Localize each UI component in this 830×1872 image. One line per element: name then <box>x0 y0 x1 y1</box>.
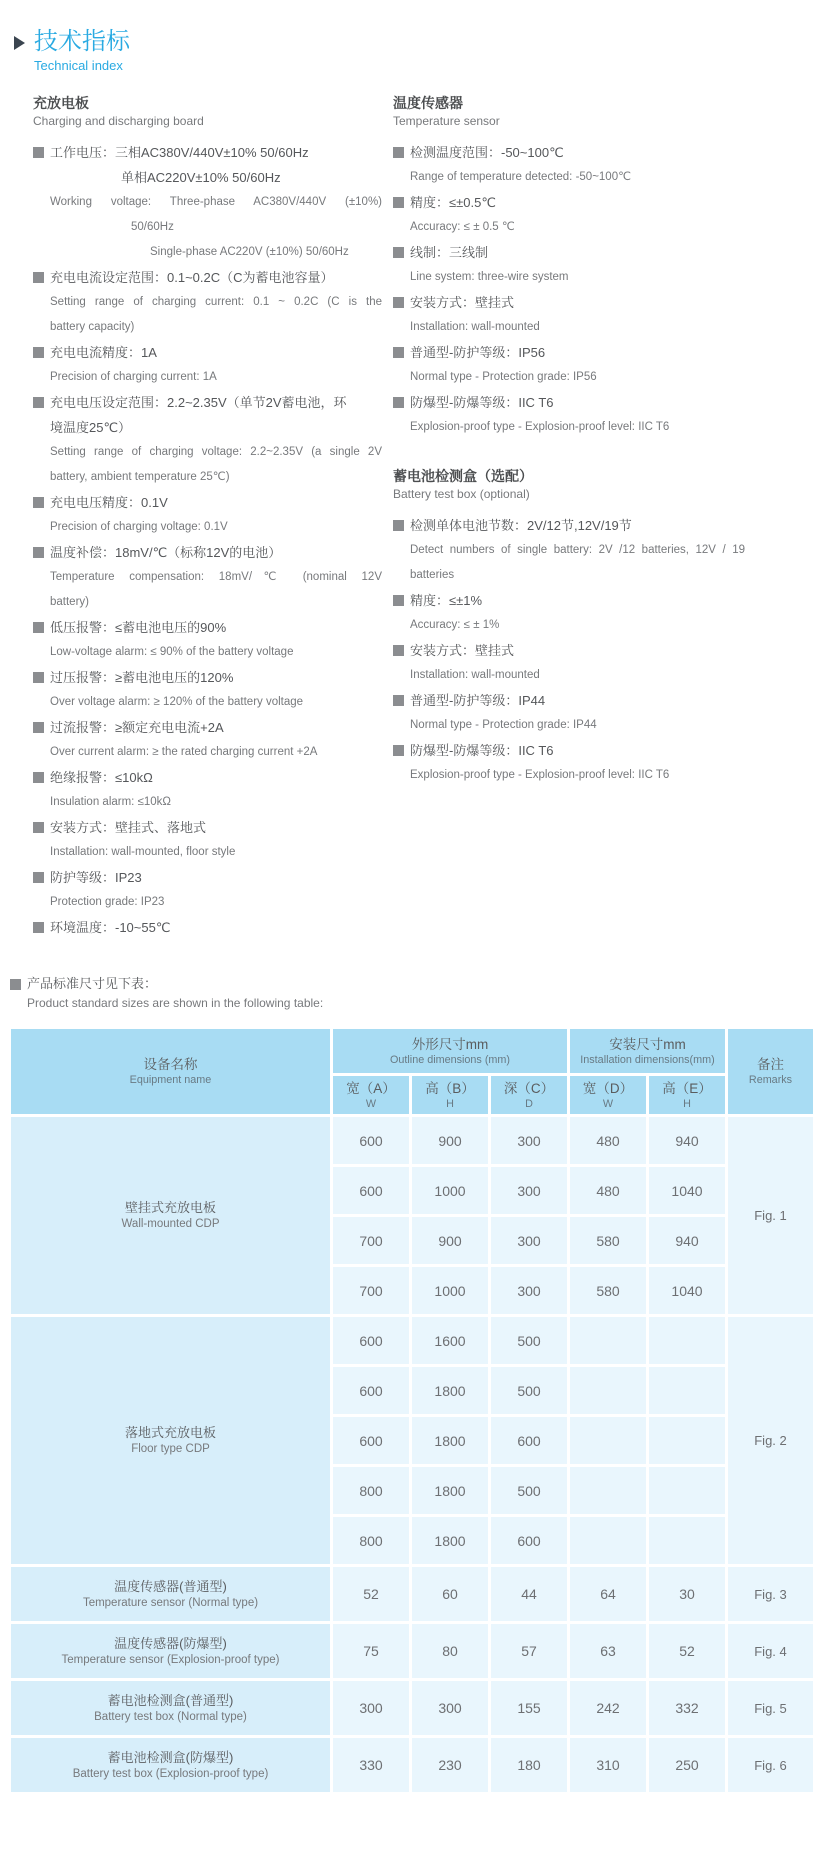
subcol-en: H <box>446 1097 454 1110</box>
size-value-cell: 940 <box>649 1217 725 1264</box>
spec-line-text: 温度补偿：18mV/℃（标称12V的电池） <box>50 545 282 560</box>
equipment-name-cn: 壁挂式充放电板 <box>124 1200 216 1215</box>
spec-line-en: Line system: three-wire system <box>410 271 569 283</box>
size-value-cell: 60 <box>412 1567 488 1621</box>
size-value-cell: 80 <box>412 1624 488 1678</box>
size-value-cell: 300 <box>333 1681 409 1735</box>
equipment-name-cn: 落地式充放电板 <box>124 1425 216 1440</box>
spec-line-en: Insulation alarm: ≤10kΩ <box>50 796 172 808</box>
spec-list-charging-board <box>33 140 382 940</box>
size-value-cell <box>570 1467 646 1514</box>
spec-line-cn <box>393 688 745 713</box>
spec-line-text: 安装方式：壁挂式、落地式 <box>50 820 207 835</box>
size-value-cell <box>649 1517 725 1564</box>
size-value-cell: 75 <box>333 1624 409 1678</box>
spec-line-text: 安装方式：壁挂式 <box>410 295 515 310</box>
size-value-cell: 600 <box>333 1317 409 1364</box>
section-heading-cn: 充放电板 <box>33 95 89 111</box>
bullet-square-icon <box>393 595 404 606</box>
size-value-cell: 180 <box>491 1738 567 1792</box>
spec-line-en: batteries <box>410 569 455 581</box>
equipment-name-cell <box>11 1738 330 1792</box>
table-row <box>11 1738 813 1792</box>
size-value-cell: 700 <box>333 1267 409 1314</box>
spec-line-cn <box>393 588 745 613</box>
page-header <box>14 28 830 74</box>
size-value-cell <box>649 1367 725 1414</box>
spec-list-temperature-sensor <box>393 140 745 440</box>
size-value-cell: 1600 <box>412 1317 488 1364</box>
spec-line-en: Installation: wall-mounted <box>410 321 540 333</box>
remark-cell: Fig. 1 <box>728 1117 813 1314</box>
spec-line-en: Over current alarm: ≥ the rated charging current +2A <box>50 746 318 758</box>
size-value-cell: 300 <box>491 1217 567 1264</box>
spec-line-en: Explosion-proof type - Explosion-proof level: IIC T6 <box>410 769 670 781</box>
bullet-square-icon <box>393 645 404 656</box>
size-value-cell: 900 <box>412 1117 488 1164</box>
bullet-square-icon <box>393 297 404 308</box>
spec-line-text: 过压报警：≥蓄电池电压的120% <box>50 670 234 685</box>
size-value-cell: 600 <box>491 1417 567 1464</box>
bullet-square-icon <box>33 272 44 283</box>
bullet-square-icon <box>33 822 44 833</box>
col-header-height-e <box>649 1076 725 1114</box>
spec-line-cn <box>33 140 382 165</box>
size-value-cell: 600 <box>333 1117 409 1164</box>
bullet-square-icon <box>393 147 404 158</box>
spec-line-text: 安装方式：壁挂式 <box>410 643 515 658</box>
section-heading-battery-test-box <box>393 467 745 502</box>
bullet-square-icon <box>33 672 44 683</box>
bullet-square-icon <box>10 979 21 990</box>
spec-line-text: 普通型-防护等级：IP56 <box>410 345 546 360</box>
spec-line-en: Detect numbers of single battery: 2V /12 batteries, 12V / 19 <box>410 544 745 556</box>
size-value-cell: 1800 <box>412 1417 488 1464</box>
size-value-cell: 230 <box>412 1738 488 1792</box>
size-value-cell <box>649 1317 725 1364</box>
size-value-cell <box>649 1417 725 1464</box>
spec-line-text: 环境温度：-10~55℃ <box>50 920 171 935</box>
spec-line-cn <box>33 265 382 290</box>
spec-line-text: 充电电压精度：0.1V <box>50 495 168 510</box>
size-value-cell: 64 <box>570 1567 646 1621</box>
spec-line-en: Over voltage alarm: ≥ 120% of the battery voltage <box>50 696 304 708</box>
equipment-name-en: Temperature sensor (Explosion-proof type) <box>61 1653 280 1666</box>
size-value-cell: 1800 <box>412 1467 488 1514</box>
size-value-cell: 500 <box>491 1317 567 1364</box>
size-value-cell <box>570 1417 646 1464</box>
spec-columns <box>33 94 830 940</box>
remark-cell: Fig. 6 <box>728 1738 813 1792</box>
spec-line-cn <box>393 190 745 215</box>
bullet-square-icon <box>393 520 404 531</box>
subcol-en: W <box>602 1097 614 1110</box>
size-value-cell <box>570 1517 646 1564</box>
col-header-width-d <box>570 1076 646 1114</box>
spec-line-text: 精度：≤±0.5℃ <box>410 195 496 210</box>
spec-line-cn <box>393 638 745 663</box>
col-header-installation-en: Installation dimensions(mm) <box>580 1053 715 1066</box>
bullet-square-icon <box>33 547 44 558</box>
size-value-cell: 800 <box>333 1467 409 1514</box>
subcol-en: H <box>683 1097 691 1110</box>
equipment-name-cell <box>11 1681 330 1735</box>
spec-line-en: Range of temperature detected: -50~100℃ <box>410 171 632 183</box>
size-value-cell: 63 <box>570 1624 646 1678</box>
equipment-name-en: Temperature sensor (Normal type) <box>82 1596 259 1609</box>
spec-line-cn <box>33 665 382 690</box>
equipment-name-en: Floor type CDP <box>131 1443 210 1455</box>
section-heading-en: Temperature sensor <box>393 114 500 128</box>
spec-line-en: Explosion-proof type - Explosion-proof level: IIC T6 <box>410 421 670 433</box>
spec-line-en: Working voltage: Three-phase AC380V/440V (±10%) <box>50 196 382 208</box>
spec-line-en: Installation: wall-mounted <box>410 669 540 681</box>
spec-line-cn <box>33 765 382 790</box>
subcol-en: D <box>525 1097 533 1110</box>
spec-line-text: 防护等级：IP23 <box>50 870 142 885</box>
spec-line-text: 检测单体电池节数：2V/12节,12V/19节 <box>410 518 632 533</box>
spec-line-text: 过流报警：≥额定充电电流+2A <box>50 720 224 735</box>
size-value-cell: 300 <box>412 1681 488 1735</box>
size-value-cell: 250 <box>649 1738 725 1792</box>
size-value-cell: 330 <box>333 1738 409 1792</box>
spec-line-cn <box>33 865 382 890</box>
spec-line-en: 50/60Hz <box>131 221 174 233</box>
size-value-cell: 900 <box>412 1217 488 1264</box>
section-heading-en: Charging and discharging board <box>33 114 204 128</box>
page-subtitle: Technical index <box>34 58 123 73</box>
size-value-cell <box>570 1367 646 1414</box>
spec-line-text: 防爆型-防爆等级：IIC T6 <box>410 395 554 410</box>
spec-line-cn <box>33 340 382 365</box>
equipment-name-cell <box>11 1567 330 1621</box>
remark-cell: Fig. 5 <box>728 1681 813 1735</box>
col-header-equipment <box>11 1029 330 1114</box>
size-value-cell: 52 <box>333 1567 409 1621</box>
spec-line-text: 绝缘报警：≤10kΩ <box>50 770 153 785</box>
bullet-square-icon <box>33 397 44 408</box>
subcol-cn: 宽（D） <box>582 1080 634 1096</box>
spec-line-en: Single-phase AC220V (±10%) 50/60Hz <box>150 246 349 258</box>
size-value-cell: 500 <box>491 1467 567 1514</box>
spec-line-text: 充电电流精度：1A <box>50 345 157 360</box>
bullet-square-icon <box>33 147 44 158</box>
bullet-square-icon <box>393 745 404 756</box>
section-heading-temperature-sensor <box>393 94 745 129</box>
col-header-installation-cn: 安装尺寸mm <box>609 1036 686 1052</box>
spec-line-text: 检测温度范围：-50~100℃ <box>410 145 564 160</box>
col-header-width-a <box>333 1076 409 1114</box>
size-value-cell: 500 <box>491 1367 567 1414</box>
size-value-cell: 800 <box>333 1517 409 1564</box>
size-value-cell: 52 <box>649 1624 725 1678</box>
spec-line-cn <box>33 390 382 415</box>
spec-line-en: Temperature compensation: 18mV/℃ (nominal 12V <box>50 571 382 583</box>
spec-line-en: Precision of charging current: 1A <box>50 371 217 383</box>
section-heading-cn: 温度传感器 <box>393 95 463 111</box>
spec-line-cn: 境温度25℃） <box>50 420 132 435</box>
section-battery-test-box <box>393 467 745 788</box>
page-title: 技术指标 <box>34 28 130 55</box>
spec-line-en: Low-voltage alarm: ≤ 90% of the battery voltage <box>50 646 294 658</box>
bullet-square-icon <box>393 247 404 258</box>
size-value-cell: 480 <box>570 1117 646 1164</box>
col-header-installation <box>570 1029 725 1073</box>
table-header-row-1 <box>11 1029 813 1073</box>
size-value-cell: 940 <box>649 1117 725 1164</box>
size-value-cell: 700 <box>333 1217 409 1264</box>
spec-line-text: 防爆型-防爆等级：IIC T6 <box>410 743 554 758</box>
section-charging-board <box>33 94 382 940</box>
col-header-depth-c <box>491 1076 567 1114</box>
column-sensors <box>393 94 745 940</box>
equipment-name-cn: 温度传感器(防爆型) <box>114 1635 227 1651</box>
size-value-cell: 57 <box>491 1624 567 1678</box>
section-arrow-icon <box>14 36 25 50</box>
size-value-cell: 30 <box>649 1567 725 1621</box>
section-temperature-sensor <box>393 94 745 440</box>
table-row <box>11 1117 813 1164</box>
subcol-cn: 深（C） <box>503 1080 555 1096</box>
spec-line-text: 精度：≤±1% <box>410 593 483 608</box>
spec-line-en: Precision of charging voltage: 0.1V <box>50 521 228 533</box>
bullet-square-icon <box>33 722 44 733</box>
size-table <box>8 1026 816 1795</box>
equipment-name-cn: 温度传感器(普通型) <box>114 1578 227 1594</box>
spec-list-battery-test-box <box>393 513 745 788</box>
bullet-square-icon <box>393 695 404 706</box>
col-header-remarks-en: Remarks <box>748 1074 793 1086</box>
size-value-cell: 600 <box>333 1167 409 1214</box>
subcol-en: W <box>365 1097 377 1110</box>
remark-cell: Fig. 4 <box>728 1624 813 1678</box>
spec-line-text: 线制：三线制 <box>410 245 489 260</box>
bullet-square-icon <box>33 772 44 783</box>
table-note <box>10 974 830 1013</box>
size-value-cell <box>649 1467 725 1514</box>
size-value-cell <box>570 1317 646 1364</box>
col-header-equipment-en: Equipment name <box>129 1074 212 1086</box>
spec-line-cn <box>393 738 745 763</box>
bullet-square-icon <box>33 922 44 933</box>
col-header-height-b <box>412 1076 488 1114</box>
subcol-cn: 宽（A） <box>346 1080 396 1096</box>
spec-line-text: 低压报警：≤蓄电池电压的90% <box>50 620 227 635</box>
table-row <box>11 1567 813 1621</box>
spec-line-cn <box>33 615 382 640</box>
bullet-square-icon <box>33 497 44 508</box>
size-value-cell: 480 <box>570 1167 646 1214</box>
equipment-name-cn: 蓄电池检测盒(防爆型) <box>107 1749 234 1765</box>
spec-line-cn <box>393 390 745 415</box>
table-row <box>11 1317 813 1364</box>
spec-line-cn <box>33 915 382 940</box>
size-value-cell: 310 <box>570 1738 646 1792</box>
spec-line-text: 充电电流设定范围：0.1~0.2C（C为蓄电池容量） <box>50 270 334 285</box>
spec-line-cn <box>33 815 382 840</box>
equipment-name-en: Battery test box (Explosion-proof type) <box>72 1767 269 1780</box>
spec-line-text: 工作电压：三相AC380V/440V±10% 50/60Hz <box>50 145 309 160</box>
size-value-cell: 1040 <box>649 1267 725 1314</box>
spec-line-en: battery) <box>50 596 89 608</box>
size-table-body <box>11 1117 813 1792</box>
spec-line-en: Normal type - Protection grade: IP44 <box>410 719 597 731</box>
title-wrap <box>34 28 130 74</box>
spec-line-cn <box>33 715 382 740</box>
equipment-name-cell <box>11 1117 330 1314</box>
size-value-cell: 580 <box>570 1217 646 1264</box>
size-value-cell: 1040 <box>649 1167 725 1214</box>
size-value-cell: 300 <box>491 1267 567 1314</box>
section-heading-en: Battery test box (optional) <box>393 487 530 501</box>
spec-line-cn <box>33 540 382 565</box>
col-header-outline-cn: 外形尺寸mm <box>411 1036 489 1052</box>
table-note-en: Product standard sizes are shown in the following table: <box>27 996 324 1010</box>
spec-line-en: battery capacity) <box>50 321 135 333</box>
spec-line-cn <box>393 290 745 315</box>
bullet-square-icon <box>393 397 404 408</box>
col-header-outline-en: Outline dimensions (mm) <box>390 1053 510 1066</box>
size-value-cell: 600 <box>491 1517 567 1564</box>
size-value-cell: 242 <box>570 1681 646 1735</box>
table-row <box>11 1681 813 1735</box>
bullet-square-icon <box>33 622 44 633</box>
spec-line-en: Protection grade: IP23 <box>50 896 165 908</box>
size-value-cell: 580 <box>570 1267 646 1314</box>
spec-line-cn: 单相AC220V±10% 50/60Hz <box>121 170 281 185</box>
size-value-cell: 1800 <box>412 1517 488 1564</box>
table-note-cn <box>10 974 830 994</box>
remark-cell: Fig. 3 <box>728 1567 813 1621</box>
bullet-square-icon <box>393 197 404 208</box>
table-note-cn-text: 产品标准尺寸见下表： <box>27 976 158 991</box>
spec-line-en: Accuracy: ≤ ± 1% <box>410 619 500 631</box>
size-value-cell: 332 <box>649 1681 725 1735</box>
col-header-outline <box>333 1029 567 1073</box>
bullet-square-icon <box>33 872 44 883</box>
spec-line-text: 普通型-防护等级：IP44 <box>410 693 546 708</box>
size-value-cell: 1800 <box>412 1367 488 1414</box>
col-header-equipment-cn: 设备名称 <box>143 1057 198 1072</box>
subcol-cn: 高（B） <box>425 1080 475 1096</box>
equipment-name-cell <box>11 1624 330 1678</box>
spec-line-en: Setting range of charging current: 0.1 ~ 0.2C (C is the <box>50 296 382 308</box>
size-value-cell: 155 <box>491 1681 567 1735</box>
spec-line-en: Installation: wall-mounted, floor style <box>50 846 236 858</box>
bullet-square-icon <box>33 347 44 358</box>
equipment-name-en: Battery test box (Normal type) <box>94 1710 247 1723</box>
section-heading-cn: 蓄电池检测盒（选配） <box>393 468 533 484</box>
size-value-cell: 44 <box>491 1567 567 1621</box>
remark-cell: Fig. 2 <box>728 1317 813 1564</box>
spec-line-en: Accuracy: ≤ ± 0.5 ℃ <box>410 221 515 233</box>
spec-line-cn <box>33 490 382 515</box>
spec-line-cn <box>393 513 745 538</box>
size-value-cell: 300 <box>491 1117 567 1164</box>
equipment-name-cell <box>11 1317 330 1564</box>
spec-line-en: Normal type - Protection grade: IP56 <box>410 371 597 383</box>
size-value-cell: 600 <box>333 1417 409 1464</box>
col-header-remarks <box>728 1029 813 1114</box>
size-value-cell: 300 <box>491 1167 567 1214</box>
column-charging-board <box>33 94 382 940</box>
section-heading-charging-board <box>33 94 382 129</box>
table-row <box>11 1624 813 1678</box>
size-value-cell: 1000 <box>412 1167 488 1214</box>
subcol-cn: 高（E） <box>662 1080 712 1096</box>
size-value-cell: 1000 <box>412 1267 488 1314</box>
bullet-square-icon <box>393 347 404 358</box>
size-value-cell: 600 <box>333 1367 409 1414</box>
equipment-name-cn: 蓄电池检测盒(普通型) <box>107 1692 234 1708</box>
spec-line-en: Setting range of charging voltage: 2.2~2.35V (a single 2V <box>50 446 382 458</box>
equipment-name-en: Wall-mounted CDP <box>121 1218 220 1230</box>
spec-line-cn <box>393 340 745 365</box>
col-header-remarks-cn: 备注 <box>757 1057 784 1072</box>
spec-line-en: battery, ambient temperature 25℃) <box>50 471 230 483</box>
spec-line-cn <box>393 140 745 165</box>
spec-line-cn <box>393 240 745 265</box>
spec-line-text: 充电电压设定范围：2.2~2.35V（单节2V蓄电池，环 <box>50 395 347 410</box>
